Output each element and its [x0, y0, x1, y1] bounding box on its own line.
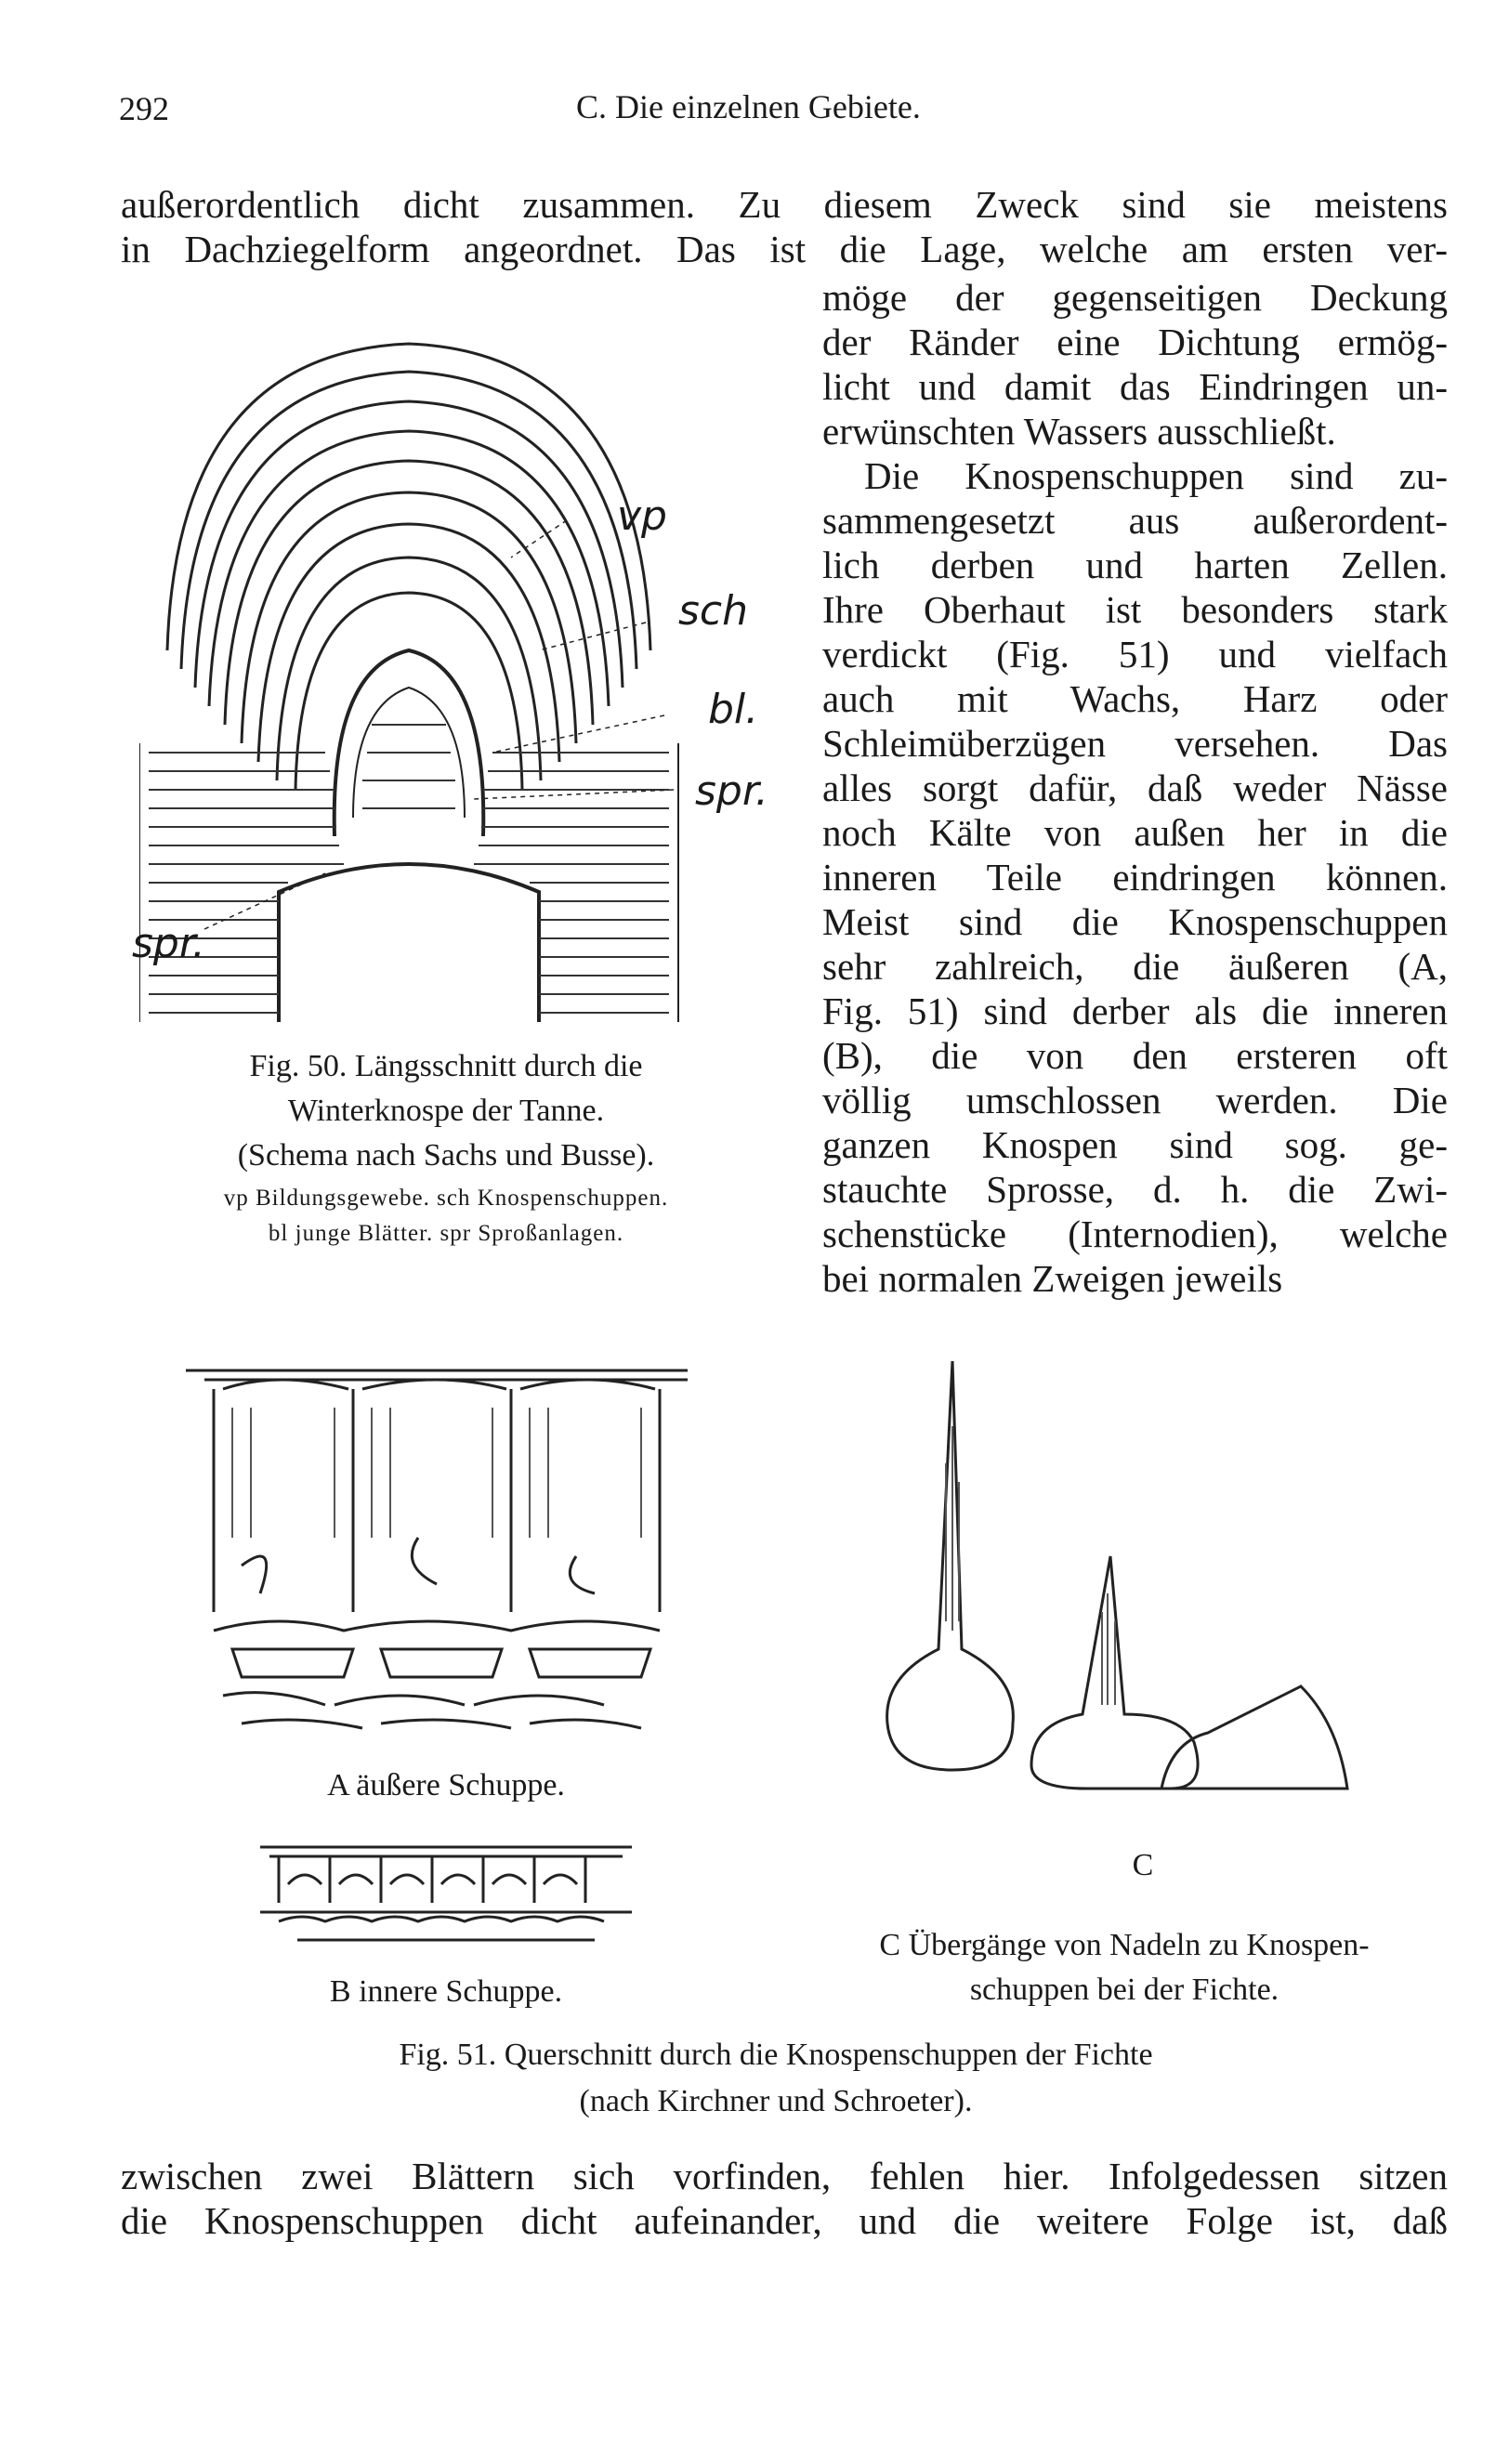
fig51-label-c: C: [1132, 1848, 1154, 1882]
column-line: der Ränder eine Dichtung ermög-: [822, 321, 1448, 363]
column-line: inneren Teile eindringen können.: [822, 856, 1448, 898]
label-sch: sch: [678, 587, 749, 635]
column-line: ganzen Knospen sind sog. ge-: [822, 1123, 1448, 1166]
column-line: alles sorgt dafür, daß weder Nässe: [822, 767, 1448, 809]
page-number: 292: [119, 90, 169, 127]
fig51-inner-scale-section: [260, 1838, 632, 1959]
column-line: schenstücke (Internodien), welche: [822, 1212, 1448, 1255]
running-title: C. Die einzelnen Gebiete.: [576, 88, 921, 125]
fig50-legend: vp Bildungsgewebe. sch Knospenschuppen.: [223, 1186, 669, 1211]
fig50-caption: (Schema nach Sachs und Busse).: [237, 1138, 655, 1173]
label-spr-right: spr.: [695, 767, 768, 815]
fig51-sub-c: C Übergänge von Nadeln zu Knospen-: [879, 1928, 1370, 1962]
column-line: (B), die von den ersteren oft: [822, 1034, 1448, 1077]
label-vp: vp: [617, 492, 667, 540]
fig50-bud-section: [139, 316, 771, 1022]
column-line: bei normalen Zweigen jeweils: [822, 1257, 1283, 1300]
column-line: sehr zahlreich, die äußeren (A,: [822, 945, 1448, 988]
fig51-sub-b: B innere Schuppe.: [329, 1974, 563, 2009]
body-line: die Knospenschuppen dicht aufeinander, und die weitere Folge ist, daß: [121, 2199, 1448, 2242]
column-line: noch Kälte von außen her in die: [822, 811, 1448, 854]
column-line: Meist sind die Knospenschuppen: [822, 900, 1448, 943]
body-line: in Dachziegelform angeordnet. Das ist die Lage, welche am ersten ver-: [121, 228, 1448, 270]
column-line: erwünschten Wassers ausschließt.: [822, 410, 1336, 452]
body-line: zwischen zwei Blättern sich vorfinden, fehlen hier. Infolgedessen sitzen: [121, 2155, 1448, 2197]
column-line: möge der gegenseitigen Deckung: [822, 276, 1448, 319]
fig51-sub-c: schuppen bei der Fichte.: [969, 1973, 1279, 2007]
fig51-caption: (nach Kirchner und Schroeter).: [579, 2084, 973, 2118]
column-line: völlig umschlossen werden. Die: [822, 1079, 1448, 1121]
column-line: Schleimüberzügen versehen. Das: [822, 722, 1448, 765]
column-line: lich derben und harten Zellen.: [822, 544, 1448, 586]
fig51-sub-a: A äußere Schuppe.: [327, 1768, 565, 1802]
body-line: außerordentlich dicht zusammen. Zu diesem Zweck sind sie meistens: [121, 183, 1448, 226]
fig50-legend: bl junge Blätter. spr Sproßanlagen.: [268, 1221, 624, 1246]
column-line: verdickt (Fig. 51) und vielfach: [822, 633, 1448, 675]
label-spr-left: spr.: [132, 920, 205, 967]
fig51-caption: Fig. 51. Querschnitt durch die Knospenschuppen der Fichte: [399, 2038, 1153, 2072]
fig51-outer-scale-section: [186, 1352, 706, 1742]
fig50-caption: Winterknospe der Tanne.: [287, 1094, 605, 1128]
column-line: Fig. 51) sind derber als die inneren: [822, 990, 1448, 1032]
column-line: Ihre Oberhaut ist besonders stark: [822, 588, 1448, 631]
column-line: Die Knospenschuppen sind zu-: [864, 454, 1448, 497]
column-line: licht und damit das Eindringen un-: [822, 365, 1448, 408]
label-bl: bl.: [708, 686, 759, 733]
fig50-caption: Fig. 50. Längsschnitt durch die: [249, 1049, 643, 1083]
column-line: stauchte Sprosse, d. h. die Zwi-: [822, 1168, 1448, 1211]
fig51-needle-transitions: [873, 1352, 1468, 1816]
column-line: sammengesetzt aus außerordent-: [822, 499, 1448, 542]
column-line: auch mit Wachs, Harz oder: [822, 677, 1448, 720]
